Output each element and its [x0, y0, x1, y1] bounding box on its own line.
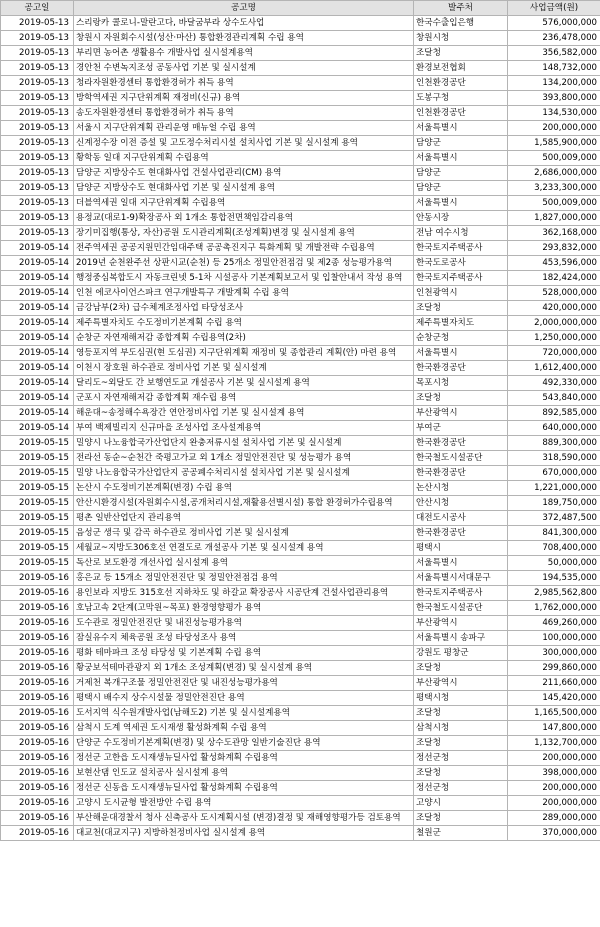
table-row [1, 811, 600, 826]
row-amount: 892,585,000 [508, 406, 600, 421]
row-org: 환경보전협회 [414, 61, 508, 76]
row-date: 2019-05-16 [1, 706, 74, 721]
row-title: 전라선 동순~순천간 죽평고가교 외 1개소 정밀안전진단 및 성능평가 용역 [74, 451, 414, 466]
row-title: 부산해운대경찰서 청사 신축공사 도시계획시설 (변경)결정 및 재해영향평가등 검토용역 [74, 811, 414, 826]
row-title: 정선군 고한읍 도시재생뉴딜사업 활성화계획 수립용역 [74, 751, 414, 766]
row-amount: 640,000,000 [508, 421, 600, 436]
table-row [1, 211, 600, 226]
row-amount: 134,530,000 [508, 106, 600, 121]
row-amount: 1,827,000,000 [508, 211, 600, 226]
row-amount: 841,300,000 [508, 526, 600, 541]
row-org: 서울특별시 [414, 196, 508, 211]
row-title: 용인보라 지방도 315호선 지하차도 및 하갈교 확장공사 시공단계 건설사업관리용역 [74, 586, 414, 601]
row-org: 부산광역시 [414, 616, 508, 631]
row-date: 2019-05-14 [1, 361, 74, 376]
row-org: 한국환경공단 [414, 526, 508, 541]
table-row [1, 766, 600, 781]
table-row [1, 331, 600, 346]
table-row [1, 106, 600, 121]
row-amount: 148,732,000 [508, 61, 600, 76]
row-date: 2019-05-14 [1, 241, 74, 256]
row-date: 2019-05-14 [1, 271, 74, 286]
row-org: 인천광역시 [414, 286, 508, 301]
row-date: 2019-05-16 [1, 751, 74, 766]
row-org: 전남 여수시청 [414, 226, 508, 241]
row-date: 2019-05-16 [1, 691, 74, 706]
row-title: 방학역세권 지구단위계획 재정비(신규) 용역 [74, 91, 414, 106]
row-title: 논산시 수도정비기본계획(변경) 수립 용역 [74, 481, 414, 496]
table-row [1, 556, 600, 571]
row-title: 호남고속 2단계(고막원~목포) 환경영향평가 용역 [74, 601, 414, 616]
table-row [1, 751, 600, 766]
row-amount: 2,000,000,000 [508, 316, 600, 331]
row-amount: 200,000,000 [508, 796, 600, 811]
row-date: 2019-05-16 [1, 661, 74, 676]
row-date: 2019-05-16 [1, 721, 74, 736]
row-title: 해운대~송정해수욕장간 연안정비사업 기본 및 실시설계 용역 [74, 406, 414, 421]
row-amount: 720,000,000 [508, 346, 600, 361]
table-row [1, 436, 600, 451]
row-amount: 500,009,000 [508, 196, 600, 211]
row-org: 정선군청 [414, 781, 508, 796]
row-date: 2019-05-16 [1, 811, 74, 826]
row-org: 서울특별시서대문구 [414, 571, 508, 586]
table-row [1, 661, 600, 676]
row-org: 부산광역시 [414, 406, 508, 421]
table-row [1, 136, 600, 151]
table-row [1, 676, 600, 691]
row-date: 2019-05-16 [1, 736, 74, 751]
row-date: 2019-05-14 [1, 421, 74, 436]
row-date: 2019-05-16 [1, 796, 74, 811]
row-org: 조달청 [414, 46, 508, 61]
row-amount: 1,132,700,000 [508, 736, 600, 751]
row-amount: 100,000,000 [508, 631, 600, 646]
table-row [1, 226, 600, 241]
row-org: 삼척시청 [414, 721, 508, 736]
row-org: 인천환경공단 [414, 106, 508, 121]
row-amount: 528,000,000 [508, 286, 600, 301]
row-amount: 200,000,000 [508, 751, 600, 766]
table-row [1, 421, 600, 436]
table-row [1, 541, 600, 556]
row-amount: 147,800,000 [508, 721, 600, 736]
header-org: 발주처 [414, 1, 508, 16]
row-title: 고양시 도시균형 발전방안 수립 용역 [74, 796, 414, 811]
row-org: 담양군 [414, 136, 508, 151]
row-org: 평택시 [414, 541, 508, 556]
row-amount: 1,221,000,000 [508, 481, 600, 496]
table-row [1, 586, 600, 601]
row-date: 2019-05-15 [1, 481, 74, 496]
table-row [1, 826, 600, 841]
table-row [1, 241, 600, 256]
row-amount: 398,000,000 [508, 766, 600, 781]
table-row [1, 481, 600, 496]
row-amount: 500,009,000 [508, 151, 600, 166]
row-org: 한국환경공단 [414, 436, 508, 451]
row-title: 담양군 지방상수도 현대화사업 기본 및 실시설계 용역 [74, 181, 414, 196]
row-title: 금강남부(2차) 급수체계조정사업 타당성조사 [74, 301, 414, 316]
row-org: 한국토지주택공사 [414, 241, 508, 256]
row-title: 부여 백제빌리지 신규마을 조성사업 조사설계용역 [74, 421, 414, 436]
row-amount: 708,400,000 [508, 541, 600, 556]
row-title: 달리도~외달도 간 보행연도교 개설공사 기본 및 실시설계 용역 [74, 376, 414, 391]
row-org: 부산광역시 [414, 676, 508, 691]
row-title: 거제천 복개구조물 정밀안전진단 및 내진성능평가용역 [74, 676, 414, 691]
row-date: 2019-05-16 [1, 766, 74, 781]
row-amount: 670,000,000 [508, 466, 600, 481]
row-org: 도봉구청 [414, 91, 508, 106]
row-org: 논산시청 [414, 481, 508, 496]
row-date: 2019-05-13 [1, 121, 74, 136]
row-amount: 2,985,562,800 [508, 586, 600, 601]
row-amount: 3,233,300,000 [508, 181, 600, 196]
table-row [1, 571, 600, 586]
row-date: 2019-05-16 [1, 781, 74, 796]
row-org: 조달청 [414, 391, 508, 406]
row-date: 2019-05-16 [1, 631, 74, 646]
table-row [1, 391, 600, 406]
row-title: 황궁보석테마관광지 외 1개소 조성계획(변경) 및 실시설계 용역 [74, 661, 414, 676]
row-date: 2019-05-13 [1, 16, 74, 31]
row-org: 한국수출입은행 [414, 16, 508, 31]
row-date: 2019-05-13 [1, 46, 74, 61]
row-title: 음성군 생극 및 감곡 하수관로 정비사업 기본 및 실시설계 [74, 526, 414, 541]
row-title: 행정중심복합도시 자동크린넷 5-1차 시설공사 기본계획보고서 및 입찰안내서 작성 용역 [74, 271, 414, 286]
table-row [1, 646, 600, 661]
row-title: 황학동 일대 지구단위계획 수립용역 [74, 151, 414, 166]
table-row [1, 31, 600, 46]
row-date: 2019-05-13 [1, 151, 74, 166]
row-org: 한국토지주택공사 [414, 271, 508, 286]
table-row [1, 466, 600, 481]
row-amount: 420,000,000 [508, 301, 600, 316]
row-amount: 200,000,000 [508, 121, 600, 136]
row-title: 평택시 배수지 상수시설물 정밀안전진단 용역 [74, 691, 414, 706]
row-amount: 2,686,000,000 [508, 166, 600, 181]
row-amount: 492,330,000 [508, 376, 600, 391]
table-row [1, 316, 600, 331]
row-org: 한국철도시설공단 [414, 451, 508, 466]
row-org: 철원군 [414, 826, 508, 841]
row-org: 서울특별시 [414, 121, 508, 136]
row-amount: 372,487,500 [508, 511, 600, 526]
row-org: 담양군 [414, 181, 508, 196]
row-org: 고양시 [414, 796, 508, 811]
table-row [1, 91, 600, 106]
row-title: 담양군 지방상수도 현대화사업 건설사업관리(CM) 용역 [74, 166, 414, 181]
row-date: 2019-05-14 [1, 256, 74, 271]
row-date: 2019-05-15 [1, 436, 74, 451]
row-date: 2019-05-13 [1, 166, 74, 181]
row-org: 서울특별시 송파구 [414, 631, 508, 646]
row-date: 2019-05-14 [1, 286, 74, 301]
row-title: 제주특별자치도 수도정비기본계획 수립 용역 [74, 316, 414, 331]
row-date: 2019-05-15 [1, 526, 74, 541]
table-row [1, 76, 600, 91]
row-org: 한국도로공사 [414, 256, 508, 271]
row-title: 경안천 수변녹지조성 공동사업 기본 및 실시설계 [74, 61, 414, 76]
table-row [1, 511, 600, 526]
row-org: 목포시청 [414, 376, 508, 391]
row-date: 2019-05-13 [1, 136, 74, 151]
row-org: 안산시청 [414, 496, 508, 511]
row-date: 2019-05-13 [1, 76, 74, 91]
row-amount: 356,582,000 [508, 46, 600, 61]
row-org: 조달청 [414, 766, 508, 781]
table-row [1, 796, 600, 811]
row-org: 한국환경공단 [414, 361, 508, 376]
table-row [1, 451, 600, 466]
table-row [1, 181, 600, 196]
table-row [1, 151, 600, 166]
table-row [1, 526, 600, 541]
header-title: 공고명 [74, 1, 414, 16]
table-row [1, 346, 600, 361]
row-org: 창원시청 [414, 31, 508, 46]
row-org: 순창군청 [414, 331, 508, 346]
row-title: 이천시 장호원 하수관로 정비사업 기본 및 실시설계 [74, 361, 414, 376]
row-date: 2019-05-16 [1, 601, 74, 616]
row-date: 2019-05-13 [1, 106, 74, 121]
row-org: 서울특별시 [414, 151, 508, 166]
row-amount: 576,000,000 [508, 16, 600, 31]
row-date: 2019-05-15 [1, 496, 74, 511]
row-amount: 318,590,000 [508, 451, 600, 466]
row-title: 세월교~지방도306호선 연결도로 개설공사 기본 및 실시설계 용역 [74, 541, 414, 556]
row-date: 2019-05-13 [1, 226, 74, 241]
table-row [1, 286, 600, 301]
row-amount: 469,260,000 [508, 616, 600, 631]
row-date: 2019-05-16 [1, 646, 74, 661]
row-amount: 182,424,000 [508, 271, 600, 286]
table-row [1, 616, 600, 631]
row-title: 전주역세권 공공지원민간임대주택 공공촉진지구 특화계획 및 개발전략 수립용역 [74, 241, 414, 256]
row-org: 조달청 [414, 736, 508, 751]
row-title: 서울시 지구단위계획 관리운영 매뉴얼 수립 용역 [74, 121, 414, 136]
row-amount: 194,535,000 [508, 571, 600, 586]
row-org: 조달청 [414, 811, 508, 826]
table-row [1, 406, 600, 421]
row-org: 한국토지주택공사 [414, 586, 508, 601]
row-amount: 134,200,000 [508, 76, 600, 91]
row-date: 2019-05-14 [1, 346, 74, 361]
row-title: 스리랑카 콜로니-말란고다, 바달굼부라 상수도사업 [74, 16, 414, 31]
row-title: 용정교(대로1-9)확장공사 외 1개소 통합전면책임감리용역 [74, 211, 414, 226]
row-amount: 145,420,000 [508, 691, 600, 706]
row-amount: 362,168,000 [508, 226, 600, 241]
table-row [1, 631, 600, 646]
row-amount: 1,250,000,000 [508, 331, 600, 346]
row-title: 대교천(대교지구) 지방하천정비사업 실시설계 용역 [74, 826, 414, 841]
row-date: 2019-05-13 [1, 91, 74, 106]
row-org: 한국철도시설공단 [414, 601, 508, 616]
row-date: 2019-05-15 [1, 451, 74, 466]
row-amount: 889,300,000 [508, 436, 600, 451]
row-date: 2019-05-16 [1, 616, 74, 631]
row-amount: 300,000,000 [508, 646, 600, 661]
row-title: 안산시환경시설(자원회수시설,공개처리시설,재활용선별시설) 통합 환경허가수립용역 [74, 496, 414, 511]
row-title: 부리면 농어촌 생활용수 개발사업 실시설계용역 [74, 46, 414, 61]
table-row [1, 61, 600, 76]
row-date: 2019-05-14 [1, 391, 74, 406]
row-title: 평화 테마파크 조성 타당성 및 기본계획 수립 용역 [74, 646, 414, 661]
row-date: 2019-05-15 [1, 466, 74, 481]
row-title: 보현산댐 인도교 설치공사 실시설계 용역 [74, 766, 414, 781]
row-title: 도서지역 식수원개발사업(남해도2) 기본 및 실시설계용역 [74, 706, 414, 721]
row-org: 조달청 [414, 661, 508, 676]
row-title: 청라자원환경센터 통합환경허가 취득 용역 [74, 76, 414, 91]
row-org: 조달청 [414, 301, 508, 316]
row-org: 담양군 [414, 166, 508, 181]
table-row [1, 256, 600, 271]
table-row [1, 706, 600, 721]
row-title: 순창군 자연재해저감 종합계획 수립용역(2차) [74, 331, 414, 346]
table-row [1, 361, 600, 376]
row-title: 군포시 자연재해저감 종합계획 재수립 용역 [74, 391, 414, 406]
row-amount: 393,800,000 [508, 91, 600, 106]
row-title: 정선군 신동읍 도시재생뉴딜사업 활성화계획 수립용역 [74, 781, 414, 796]
row-title: 영등포지역 부도심권(현 도심권) 지구단위계획 재정비 및 종합관리 계획(안) 마련 용역 [74, 346, 414, 361]
row-amount: 200,000,000 [508, 781, 600, 796]
row-date: 2019-05-14 [1, 301, 74, 316]
header-date: 공고일 [1, 1, 74, 16]
row-amount: 299,860,000 [508, 661, 600, 676]
row-date: 2019-05-15 [1, 541, 74, 556]
row-amount: 289,000,000 [508, 811, 600, 826]
table-row [1, 691, 600, 706]
row-date: 2019-05-13 [1, 31, 74, 46]
table-header-row [1, 1, 600, 16]
table-row [1, 301, 600, 316]
row-title: 송도자원환경센터 통합환경허가 취득 용역 [74, 106, 414, 121]
row-date: 2019-05-14 [1, 376, 74, 391]
row-amount: 1,612,400,000 [508, 361, 600, 376]
row-org: 정선군청 [414, 751, 508, 766]
row-org: 서울특별시 [414, 346, 508, 361]
table-row [1, 166, 600, 181]
row-title: 밀양시 나노융합국가산업단지 완충저류시설 설치사업 기본 및 실시설계 [74, 436, 414, 451]
table-row [1, 781, 600, 796]
row-title: 창원시 자원회수시설(성산·마산) 통합환경관리계획 수립 용역 [74, 31, 414, 46]
row-org: 서울특별시 [414, 556, 508, 571]
row-title: 인천 에코사이언스파크 연구개발특구 개발계획 수립 용역 [74, 286, 414, 301]
row-date: 2019-05-13 [1, 61, 74, 76]
table-row [1, 376, 600, 391]
row-org: 한국환경공단 [414, 466, 508, 481]
table-row [1, 601, 600, 616]
row-amount: 370,000,000 [508, 826, 600, 841]
row-date: 2019-05-14 [1, 331, 74, 346]
row-title: 도수관로 정밀안전진단 및 내진성능평가용역 [74, 616, 414, 631]
row-date: 2019-05-16 [1, 826, 74, 841]
table-row [1, 196, 600, 211]
table-row [1, 721, 600, 736]
row-date: 2019-05-16 [1, 586, 74, 601]
row-org: 제주특별자치도 [414, 316, 508, 331]
row-date: 2019-05-15 [1, 511, 74, 526]
row-title: 단양군 수도정비기본계획(변경) 및 상수도관망 일반기술진단 용역 [74, 736, 414, 751]
table-row [1, 496, 600, 511]
row-amount: 50,000,000 [508, 556, 600, 571]
row-org: 강원도 평창군 [414, 646, 508, 661]
row-date: 2019-05-16 [1, 676, 74, 691]
row-title: 삼척시 도계 역세권 도시재생 활성화계획 수립 용역 [74, 721, 414, 736]
row-org: 조달청 [414, 706, 508, 721]
row-title: 잠실유수지 체육공원 조성 타당성조사 용역 [74, 631, 414, 646]
row-amount: 543,840,000 [508, 391, 600, 406]
row-title: 밀양 나노융합국가산업단지 공공폐수처리시설 설치사업 기본 및 실시설계 [74, 466, 414, 481]
row-amount: 1,762,000,000 [508, 601, 600, 616]
table-row [1, 271, 600, 286]
table-body [1, 16, 600, 841]
row-title: 평촌 일반산업단지 관리용역 [74, 511, 414, 526]
row-date: 2019-05-14 [1, 316, 74, 331]
row-title: 더블역세권 일대 지구단위계획 수립용역 [74, 196, 414, 211]
row-org: 대전도시공사 [414, 511, 508, 526]
row-date: 2019-05-13 [1, 196, 74, 211]
table-row [1, 16, 600, 31]
row-date: 2019-05-15 [1, 556, 74, 571]
row-title: 홍은교 등 15개소 정밀안전진단 및 정밀안전점검 용역 [74, 571, 414, 586]
table-row [1, 121, 600, 136]
row-amount: 1,585,900,000 [508, 136, 600, 151]
table-row [1, 46, 600, 61]
row-amount: 236,478,000 [508, 31, 600, 46]
row-title: 장기미집행(통상, 자산)공원 도시관리계획(조성계획)변경 및 실시설계 용역 [74, 226, 414, 241]
row-org: 부여군 [414, 421, 508, 436]
row-amount: 293,832,000 [508, 241, 600, 256]
row-date: 2019-05-16 [1, 571, 74, 586]
row-date: 2019-05-13 [1, 181, 74, 196]
row-amount: 189,750,000 [508, 496, 600, 511]
row-org: 인천환경공단 [414, 76, 508, 91]
row-org: 평택시청 [414, 691, 508, 706]
row-amount: 1,165,500,000 [508, 706, 600, 721]
header-amount: 사업금액(원) [508, 1, 600, 16]
table-row [1, 736, 600, 751]
row-title: 신계정수장 이전 증설 및 고도정수처리시설 설치사업 기본 및 실시설계 용역 [74, 136, 414, 151]
row-title: 2019년 순천완주선 상판시교(순천) 등 25개소 정밀안전점검 및 제2종 성능평가용역 [74, 256, 414, 271]
row-org: 안동시장 [414, 211, 508, 226]
row-date: 2019-05-13 [1, 211, 74, 226]
row-date: 2019-05-14 [1, 406, 74, 421]
row-amount: 211,660,000 [508, 676, 600, 691]
row-amount: 453,596,000 [508, 256, 600, 271]
row-title: 독산로 보도환경 개선사업 실시설계 용역 [74, 556, 414, 571]
